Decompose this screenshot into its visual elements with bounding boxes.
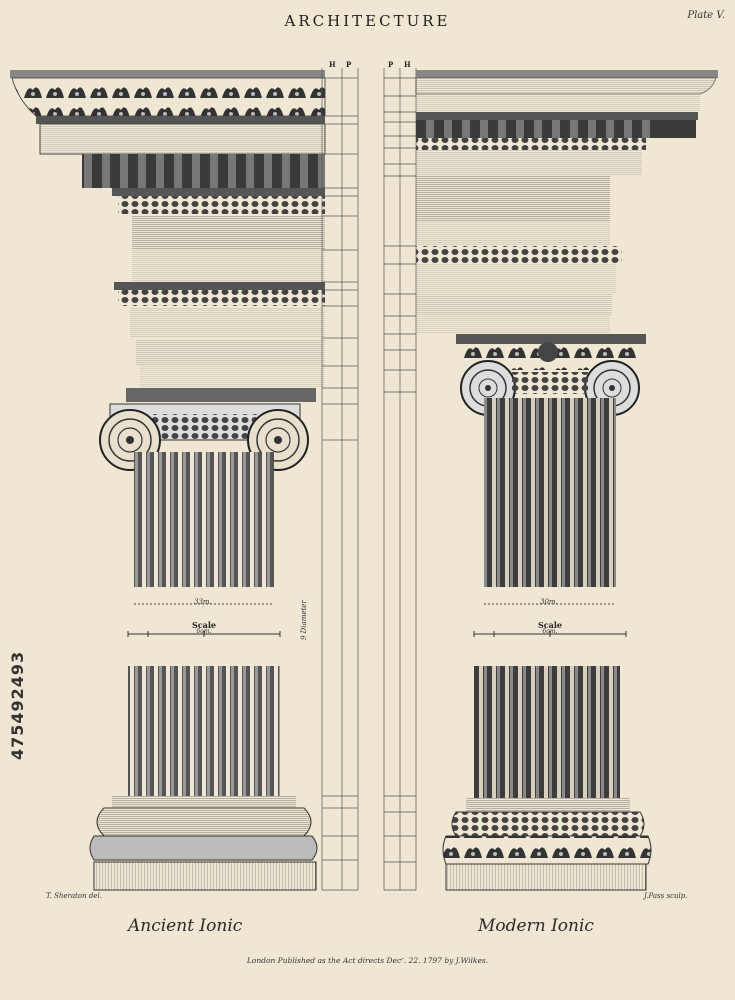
ancient-diameter-label: 33m. xyxy=(194,598,212,606)
page-title: ARCHITECTURE xyxy=(284,12,451,30)
modern-base xyxy=(443,798,651,890)
plate-number: Plate V. xyxy=(687,10,725,21)
modern-ionic-caption: Modern Ionic xyxy=(478,916,594,936)
ancient-entablature xyxy=(10,70,325,388)
publisher-imprint: London Published as the Act directs Decʳ. 22. 1797 by J.Wilkes. xyxy=(246,956,489,965)
modern-shaft-top xyxy=(484,398,616,587)
modern-scale-sub: 6om. xyxy=(542,628,558,635)
ladder-right-header-h: H xyxy=(404,60,411,69)
ancient-scale-label: Scale xyxy=(192,620,216,630)
ladder-right-header-p: P xyxy=(388,60,394,69)
measure-ladder-right xyxy=(384,68,416,890)
stock-id: 475492493 xyxy=(8,650,27,760)
modern-entablature xyxy=(416,70,718,334)
modern-diameter-label: 30m. xyxy=(540,598,558,606)
modern-shaft-base xyxy=(474,666,620,798)
delineator-credit: T. Sheraton del. xyxy=(46,892,102,900)
ancient-shaft-base xyxy=(128,666,280,796)
ancient-scale-sub: 6om. xyxy=(196,628,212,635)
engraver-credit: J.Pass sculp. xyxy=(644,892,688,900)
ancient-shaft-top xyxy=(134,452,274,587)
ancient-ionic-caption: Ancient Ionic xyxy=(128,916,243,936)
ladder-left-header-p: P xyxy=(346,60,352,69)
diameter-note: 9 Diameter xyxy=(300,600,308,640)
ancient-base xyxy=(90,796,317,890)
measure-ladder-left xyxy=(322,68,358,890)
modern-scale-label: Scale xyxy=(538,620,562,630)
ladder-left-header-h: H xyxy=(329,60,336,69)
